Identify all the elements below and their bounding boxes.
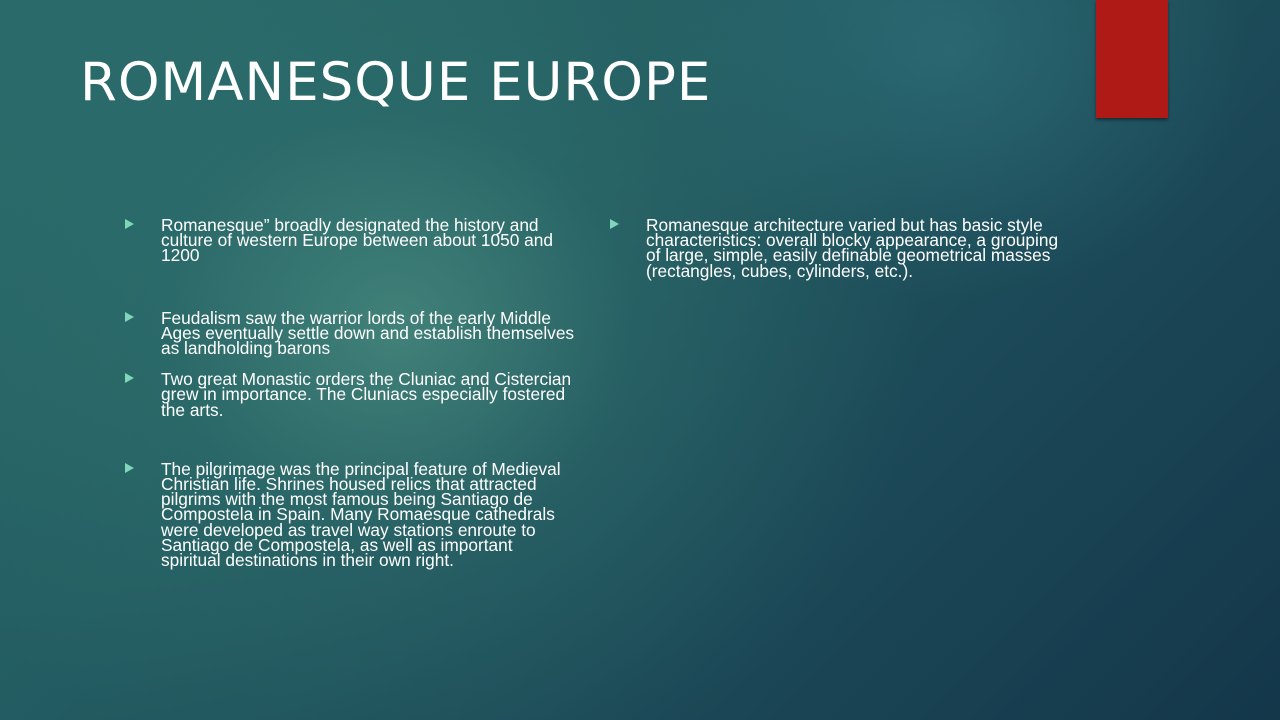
bullet-text: Feudalism saw the warrior lords of the early Middle Ages eventually settle down and establish themselves as landholding barons	[161, 307, 575, 359]
bullet-item	[125, 458, 575, 571]
left-bullet-list	[125, 215, 575, 571]
bullet-text: Romanesque” broadly designated the history and culture of western Europe between about 1050 and 1200	[161, 215, 553, 266]
right-bullet-list	[610, 215, 1060, 281]
bullet-text: Romanesque architecture varied but has basic style characteristics: overall blocky appearance, a grouping of large, simple, easily definable geometrical masses (rectangles, cubes, cylinders, etc.).	[646, 215, 1059, 281]
bullet-item	[125, 369, 575, 420]
slide-title: ROMANESQUE EUROPE	[80, 52, 712, 113]
red-accent-bar	[1096, 0, 1168, 118]
triangle-bullet-icon	[125, 373, 134, 383]
triangle-bullet-icon	[610, 219, 619, 229]
bullet-item	[125, 307, 575, 359]
bullet-text: The pilgrimage was the principal feature of Medieval Christian life. Shrines housed relics that attracted pilgrims with the most famous being Santiago de Compostela in Spain. Many Romaesque cathedrals were developed as travel way stations enroute to Santiago de Compostela, as well as important spiritual destinations in their own right.	[161, 458, 561, 571]
bullet-item	[610, 215, 1060, 281]
bullet-item	[125, 215, 575, 266]
triangle-bullet-icon	[125, 312, 134, 322]
bullet-text: Two great Monastic orders the Cluniac and Cistercian grew in importance. The Cluniacs especially fostered the arts.	[161, 369, 572, 420]
triangle-bullet-icon	[125, 219, 134, 229]
triangle-bullet-icon	[125, 463, 134, 473]
